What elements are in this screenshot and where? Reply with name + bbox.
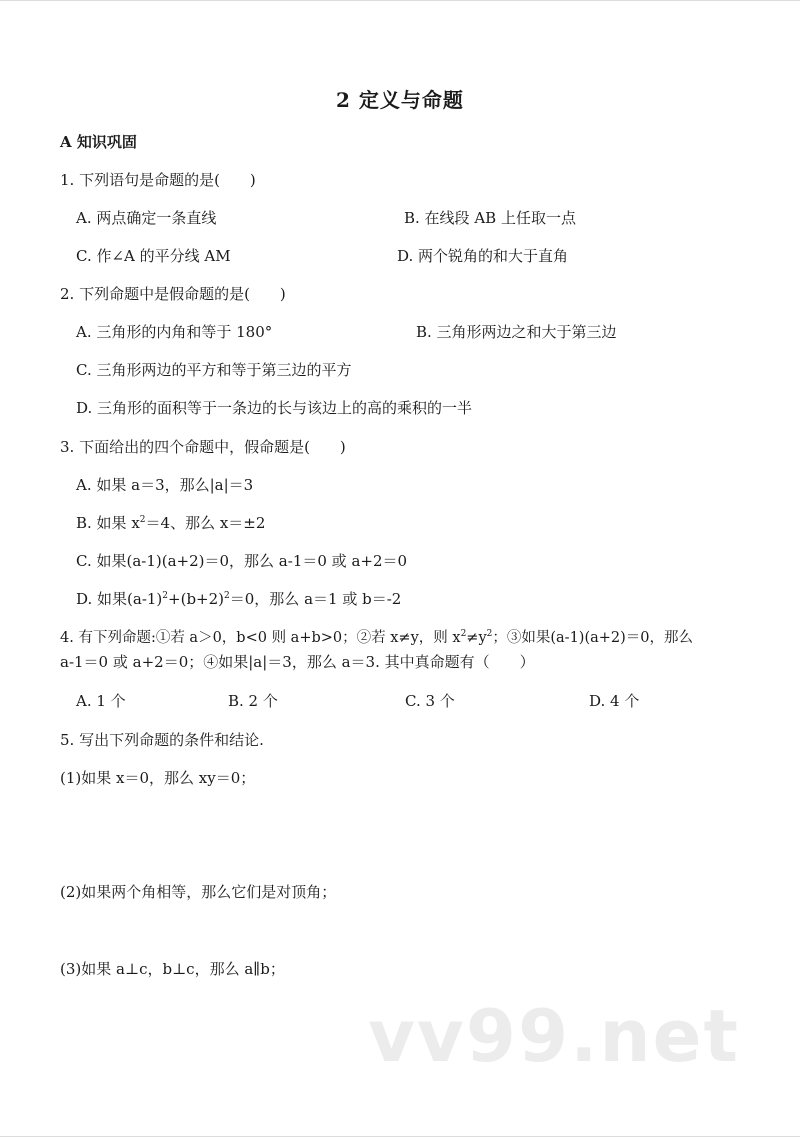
q1-option-b: B. 在线段 AB 上任取一点: [404, 209, 576, 227]
q4-stem-line2: a-1＝0 或 a+2＝0；④如果|a|＝3，那么 a＝3. 其中真命题有（ ）: [60, 653, 535, 671]
q4-option-b: B. 2 个: [228, 692, 278, 710]
q2-option-d: D. 三角形的面积等于一条边的长与该边上的高的乘积的一半: [76, 399, 473, 417]
q3-option-c: C. 如果(a-1)(a+2)＝0，那么 a-1＝0 或 a+2＝0: [76, 552, 408, 570]
q3-option-b: B. 如果 $x^2=4$、那么 x＝±2: [76, 514, 266, 532]
q2-option-c: C. 三角形两边的平方和等于第三边的平方: [76, 361, 352, 379]
section-heading: A 知识巩固: [60, 133, 137, 151]
q3-stem: 3. 下面给出的四个命题中，假命题是( ): [60, 438, 346, 456]
q2-stem: 2. 下列命题中是假命题的是( ): [60, 285, 286, 303]
watermark-logo: vv99.net: [368, 994, 740, 1078]
q4-option-a: A. 1 个: [76, 692, 126, 710]
q4-option-d: D. 4 个: [589, 692, 640, 710]
q5-part-2: (2)如果两个角相等，那么它们是对顶角；: [60, 883, 337, 901]
q5-part-3: (3)如果 a⊥c，b⊥c，那么 a∥b；: [60, 960, 285, 978]
q3-option-a: A. 如果 a＝3，那么|a|＝3: [76, 476, 254, 494]
q1-option-d: D. 两个锐角的和大于直角: [397, 247, 569, 265]
q4-stem-line1: 4. 有下列命题:①若 a＞0，b<0 则 a+b>0；②若 x≠y，则 $x^2\ne y^2$；③如果(a-1)(a+2)＝0，那么: [60, 629, 694, 646]
q1-option-a: A. 两点确定一条直线: [76, 209, 217, 227]
q1-stem: 1. 下列语句是命题的是( ): [60, 171, 256, 189]
q2-option-a: A. 三角形的内角和等于 180°: [76, 323, 273, 341]
q4-option-c: C. 3 个: [405, 692, 455, 710]
q1-option-c: C. 作∠A 的平分线 AM: [76, 247, 231, 265]
q2-option-b: B. 三角形两边之和大于第三边: [416, 323, 617, 341]
q3-option-d: D. 如果$(a-1)^2+(b+2)^2=0$，那么 a＝1 或 b＝-2: [76, 590, 402, 608]
q5-stem: 5. 写出下列命题的条件和结论.: [60, 731, 264, 749]
q5-part-1: (1)如果 x＝0，那么 xy＝0；: [60, 769, 256, 787]
page-title: 2 定义与命题: [336, 88, 464, 112]
